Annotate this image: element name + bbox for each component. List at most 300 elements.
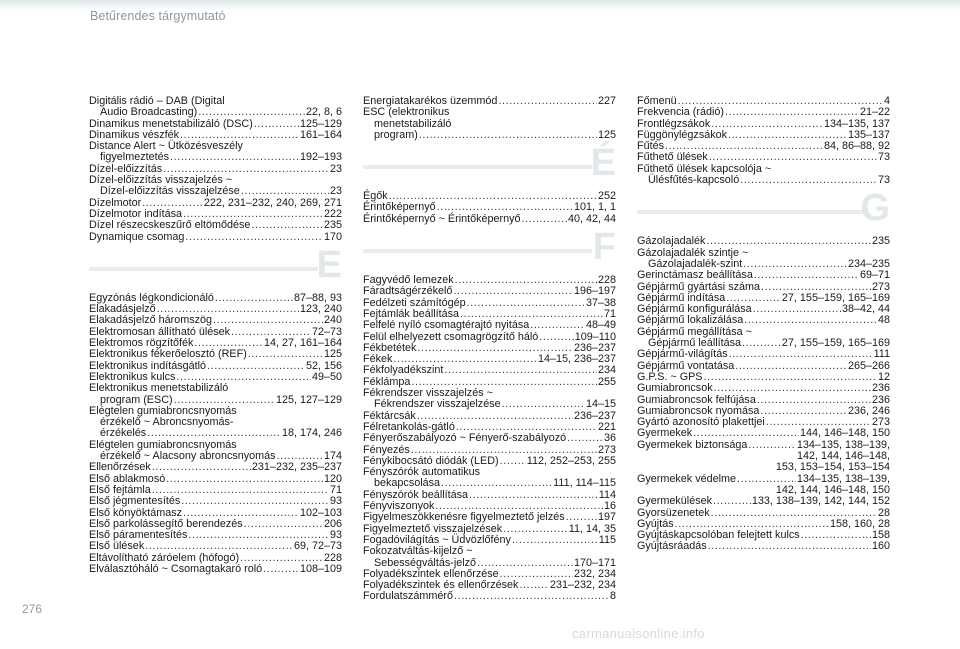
dot-leader [503,524,568,535]
entry-term: Elakadásjelző [89,303,156,316]
entry-pages: 240 [323,314,342,327]
dot-leader [263,564,299,575]
entry-term: Függönylégzsákok [637,128,728,141]
entry-pages: 192–193 [299,151,342,164]
watermark: carmanualsonline.info [572,626,705,641]
separator-bar [363,249,592,253]
entry-term: Gyorsüzenetek [637,506,710,519]
entry-term: Gépjármű vontatása [637,359,735,372]
index-entry [637,383,890,394]
entry-term: Fejtámlák beállítása [363,307,460,320]
dot-leader [742,338,781,349]
section-letter: E [316,243,342,286]
dot-leader [801,530,871,541]
entry-pages: 38–42, 44 [841,303,890,316]
index-entry [89,141,342,164]
entry-term: Gumiabroncsok [637,382,713,395]
entry-pages: 273 [871,280,890,293]
entry-term: Felül elhelyezett csomagrögzítő háló [363,330,539,343]
entry-pages: 93 [329,495,342,508]
index-entry [637,440,890,474]
index-entry [89,406,342,440]
dot-leader [215,293,293,304]
entry-pages: 222 [323,207,342,220]
entry-term: Ellenőrzések [89,461,151,474]
dot-leader [539,332,574,343]
entry-pages: 37–38 [585,296,616,309]
letter-separator [89,243,342,287]
entry-term: Gyermekek biztonsága [637,438,748,451]
entry-term: Elektronikus kulcs [89,370,176,383]
dot-leader [502,399,585,410]
entry-pages: 125 [323,348,342,361]
entry-term: Fénykibocsátó diódák (LED) [363,454,499,467]
index-entry [637,107,890,118]
entry-pages: 234 [597,364,616,377]
entry-term: Elektromos rögzítőfék [89,337,194,350]
entry-term: Fényszórók beállítása [363,488,469,501]
entry-term: Félretankolás-gátló [363,420,455,433]
entry-term: Fáradtságérzékelő [363,285,453,298]
dot-leader [522,214,567,225]
index-column-2 [363,96,616,603]
dot-leader [453,286,573,297]
separator-bar [637,210,866,214]
entry-term-line: Fékrendszer visszajelzés ~ [363,387,493,400]
entry-pages: 161–164 [299,128,342,141]
page-number: 276 [22,602,43,616]
entry-pages: 8 [609,590,616,603]
entry-term: Dinamikus menetstabilizáló (DSC) [89,117,253,130]
entry-term: Gépjármű lokalizálása [637,314,744,327]
dot-leader [743,259,847,270]
entry-pages: 123, 240 [299,303,342,316]
dot-leader [740,175,877,186]
entry-term: Felfelé nyíló csomagtérajtó nyitása [363,319,530,332]
entry-term: Gázolajadalék [637,235,706,248]
entry-term: Gumiabroncsok felfújása [637,393,756,406]
entry-pages: 87–88, 93 [293,291,342,304]
entry-term: Sebességváltás-jelző [374,556,477,569]
entry-pages: 14–15, 236–237 [537,353,616,366]
entry-pages: 228 [597,274,616,287]
entry-term: Fényezés [363,443,410,456]
entry-term: Fagyvédő lemezek [363,274,454,287]
entry-pages: 234–235 [847,257,890,270]
entry-pages: 236–237 [573,409,616,422]
dot-leader [753,304,841,315]
entry-pages: 102–103 [299,506,342,519]
dot-leader [498,96,597,107]
entry-term: Első ablakmosó [89,472,166,485]
entry-term: Gépjármű konfigurálása [637,303,752,316]
dot-leader [714,383,871,394]
index-entry [89,220,342,231]
entry-pages: 73 [877,174,890,187]
entry-pages: 69, 72–73 [293,540,342,553]
entry-term: Energiatakarékos üzemmód [363,95,498,107]
entry-pages: 23 [329,162,342,175]
entry-pages: 114 [598,488,616,501]
dot-leader [706,236,871,247]
dot-leader [454,591,609,602]
dot-leader [729,349,873,360]
entry-pages: 111 [873,348,890,361]
index-column-3 [637,96,890,553]
entry-pages: 16 [603,500,616,513]
entry-term: Elektronikus indításgátló [89,359,207,372]
entry-pages: 71 [603,307,616,320]
entry-term: érzékelés [100,427,147,440]
index-entry [637,349,890,360]
entry-term: Gyermekek [637,427,693,440]
entry-pages-continued: 142, 144, 146–148, 150 [775,483,890,496]
entry-pages: 4 [883,95,890,107]
entry-term: Égők [363,190,388,203]
index-entry [89,96,342,119]
entry-term-line: érzékelő ~ Abroncsnyomás- [100,416,234,429]
entry-pages: 93 [329,529,342,542]
entry-pages: 28 [877,506,890,519]
entry-pages: 49–50 [311,370,342,383]
entry-pages: 231–232, 235–237 [251,461,342,474]
entry-pages: 101, 1, 1 [573,201,616,214]
entry-term: Fűtés [637,140,665,153]
entry-term: Gyújtás [637,517,674,530]
entry-term: Gépjármű gyártási száma [637,280,761,293]
index-entry [363,107,616,141]
letter-separator [363,226,616,269]
entry-term: Frontlégzsákok [637,117,711,130]
index-entry [637,327,890,350]
entry-term: Gázolajadalék-szint [648,257,743,270]
entry-term: Gyermekek védelme [637,472,737,485]
entry-pages: 23 [329,185,342,198]
entry-pages: 111, 114–115 [553,477,616,490]
entry-term: program) [374,128,418,141]
entry-term: Fékek [363,353,393,366]
dot-leader [181,496,329,507]
entry-term: Dinamikus vészfék [89,128,180,141]
index-entry [363,591,616,602]
dot-leader [760,406,847,417]
entry-pages: 108–109 [299,562,342,575]
entry-term: Elakadásjelző háromszög [89,314,213,327]
entry-pages: 231–232, 234 [549,579,616,592]
entry-term: Dízel-előizzítás [89,162,163,175]
entry-pages: 134–135, 138–139, [796,472,890,485]
entry-term: Eltávolítható záróelem (hófogó) [89,551,240,564]
entry-term: Fékrendszer visszajelzése [374,398,501,411]
entry-term: Folyadékszintek és ellenőrzések [363,579,519,592]
dot-leader [254,119,299,130]
entry-pages-continued: 153, 153–154, 153–154 [775,461,890,474]
entry-pages: 27, 155–159, 165–169 [781,291,890,304]
entry-pages: 160 [871,540,890,553]
index-entry [89,541,342,552]
entry-term-line: ESC (elektronikus [363,106,450,119]
dot-leader [711,119,823,130]
entry-term: Első páramentesítés [89,529,188,542]
index-entry [89,462,342,473]
entry-pages: 134–135, 137 [823,117,890,130]
entry-term: Főmenü [637,95,677,107]
entry-pages: 72–73 [311,325,342,338]
entry-pages: 158, 160, 28 [829,517,890,530]
index-entry [637,541,890,552]
separator-bar [363,165,592,169]
entry-term: Gyártó azonosító plakettjei [637,416,765,429]
entry-term: Gépjármű-világítás [637,348,728,361]
entry-pages: 144, 146–148, 150 [799,427,890,440]
entry-term-line: Elektronikus menetstabilizáló [89,382,229,395]
entry-term: Figyelmeztető visszajelzések [363,522,503,535]
entry-pages: 227 [597,95,616,107]
entry-pages: 255 [597,375,616,388]
entry-term: Fényviszonyok [363,500,435,513]
index-entry [89,175,342,198]
entry-pages: 265–266 [847,359,890,372]
entry-pages: 133, 138–139, 142, 144, 152 [751,495,890,508]
entry-term: Gerinctámasz beállítása [637,269,753,282]
entry-term: Fényerőszabályozó ~ Fényerő-szabályozó [363,432,567,445]
entry-pages: 197 [597,511,616,524]
entry-pages-continued: 142, 144, 146–148, [796,450,890,463]
entry-term-line: Fényszórók automatikus [363,466,481,479]
dot-leader [241,186,329,197]
entry-pages: 134–135, 138–139, [796,438,890,451]
entry-pages: 196–197 [573,285,616,298]
entry-term: Fékfolyadékszint [363,364,444,377]
entry-term: bekapcsolása [374,477,441,490]
entry-pages: 236, 246 [847,404,890,417]
entry-term: Elválasztóháló ~ Csomagtakaró roló [89,562,263,575]
entry-term: Gépjármű indítása [637,291,726,304]
entry-term: Fordulatszámmérő [363,590,454,603]
entry-pages: 235 [323,219,342,232]
entry-term: Dynamique csomag [89,230,185,243]
entry-pages: 14, 27, 161–164 [263,337,342,350]
entry-pages: 73 [877,151,890,164]
separator-bar [89,267,318,271]
index-entry [89,564,342,575]
entry-term-line: Dízel-előizzítás visszajelzés ~ [89,174,233,187]
entry-term: Gumiabroncsok nyomása [637,404,760,417]
index-column-1 [89,96,342,575]
entry-term-line: Distance Alert ~ Ütközésveszély [89,140,243,153]
entry-term-line: Fokozatváltás-kijelző ~ [363,545,473,558]
dot-leader [152,462,251,473]
dot-leader [519,580,549,591]
entry-pages: 109–110 [574,330,616,343]
entry-pages: 228 [323,551,342,564]
entry-pages: 235 [871,235,890,248]
dot-leader [207,361,305,372]
entry-term: Első fejtámla [89,483,151,496]
dot-leader [248,349,323,360]
dot-leader [251,220,323,231]
entry-term: Gyújtásráadás [637,540,707,553]
entry-pages: 125 [597,128,616,141]
entry-pages: 69–71 [859,269,890,282]
entry-term: Fogadóvilágítás ~ Üdvözlőfény [363,533,511,546]
entry-pages: 71 [329,483,342,496]
entry-term: Első parkolássegítő berendezés [89,517,243,530]
entry-term: Frekvencia (rádió) [637,106,725,119]
entry-term: program (ESC) [100,393,173,406]
dot-leader [735,361,847,372]
entry-term: Figyelmeszökkenésre figyelmeztető jelzés [363,511,565,524]
dot-leader [754,270,859,281]
index-entry [89,232,342,243]
dot-leader [469,490,598,501]
entry-term: Első jégmentesítés [89,495,181,508]
entry-pages: 21–22 [859,106,890,119]
entry-term: figyelmeztetés [100,151,170,164]
dot-leader [704,372,877,383]
entry-term-line: Fűthető ülések kapcsolója ~ [637,162,772,175]
entry-term: Féklámpa [363,375,411,388]
entry-term: Féktárcsák [363,409,416,422]
letter-separator [363,142,616,185]
entry-term: Fedélzeti számítógép [363,296,466,309]
entry-pages: 52, 156 [305,359,342,372]
index-entry [637,496,890,507]
entry-term: érzékelő ~ Alacsony abroncsnyomás [100,450,276,463]
entry-pages: 236–237 [573,341,616,354]
index-entry [89,349,342,360]
entry-pages: 170 [323,230,342,243]
index-entry [89,440,342,463]
entry-pages: 222, 231–232, 240, 269, 271 [203,196,342,209]
dot-leader [467,298,585,309]
entry-pages: 170–171 [573,556,616,569]
entry-pages: 12 [877,370,890,383]
dot-leader [244,519,323,530]
entry-pages: 206 [323,517,342,530]
index-entry [637,474,890,497]
index-entry [363,433,616,444]
entry-term: Első könyöktámasz [89,506,183,519]
dot-leader [166,474,323,485]
entry-term: Audio Broadcasting) [100,106,198,119]
entry-term: Folyadékszintek ellenőrzése [363,567,499,580]
index-entry [637,236,890,247]
entry-pages: 125–129 [299,117,342,130]
index-entry [89,496,342,507]
index-entry [363,546,616,569]
entry-pages: 14–15 [585,398,616,411]
index-entry [363,512,616,523]
dot-leader [566,512,597,523]
entry-pages: 236 [871,393,890,406]
dot-leader [708,541,871,552]
entry-term: Gépjármű leállítása [648,337,742,350]
entry-pages: 273 [597,443,616,456]
entry-term: Érintőképernyő ~ Érintőképernyő [363,212,521,225]
entry-term: Gyermekülések [637,495,713,508]
dot-leader [185,232,323,243]
index-entry [637,164,890,187]
section-letter: É [590,142,616,185]
entry-term-line: Digitális rádió – DAB (Digital [89,95,225,107]
letter-separator [637,187,890,230]
entry-term: Dízelmotor indítása [89,207,183,220]
entry-pages: 84, 86–88, 92 [823,140,890,153]
index-entry [89,383,342,406]
entry-pages: 221 [597,420,616,433]
index-entry [637,248,890,271]
entry-term: Fékbetétek [363,341,417,354]
entry-pages: 158 [871,529,890,542]
entry-term: Gyújtáskapcsolóban felejtett kulcs [637,529,800,542]
dot-leader [444,365,597,376]
dot-leader [198,107,305,118]
entry-term: Dízelmotor [89,196,142,209]
entry-pages: 112, 252–253, 255 [526,454,616,467]
entry-term: Dízel részecskeszűrő eltömődése [89,219,251,232]
entry-term: Egyzónás légkondicionáló [89,291,214,304]
index-entry [363,467,616,490]
entry-pages: 273 [871,416,890,429]
entry-pages: 11, 14, 35 [568,522,616,535]
entry-pages: 22, 8, 6 [305,106,342,119]
entry-pages: 48–49 [585,319,616,332]
dot-leader [530,320,585,331]
dot-leader [744,315,877,326]
dot-leader [512,535,598,546]
entry-term: Ülésfűtés-kapcsoló [648,174,740,187]
entry-term-line: Gépjármű megállítása ~ [637,325,752,338]
entry-pages: 232, 234 [573,567,616,580]
index-entry [363,286,616,297]
section-letter: F [592,226,616,269]
entry-term: Elektromosan állítható ülések [89,325,231,338]
dot-leader [567,433,603,444]
entry-term: Fűthető ülések [637,151,708,164]
entry-term: Érintőképernyő [363,201,436,214]
index-entry [637,270,890,281]
entry-pages: 115 [598,533,616,546]
entry-term-line: menetstabilizáló [374,117,452,130]
dot-leader [713,496,751,507]
entry-pages: 125, 127–129 [275,393,342,406]
entry-term: Elektronikus fékerőelosztó (REF) [89,348,247,361]
section-letter: G [860,187,890,230]
index-entry [363,388,616,411]
entry-term: Első ülések [89,540,145,553]
entry-pages: 36 [603,432,616,445]
entry-term-line: Elégtelen gumiabroncsnyomás [89,438,237,451]
entry-term: Dízel-előizzítás visszajelzése [100,185,240,198]
dot-leader [419,130,597,141]
entry-pages: 135–137 [847,128,890,141]
dot-leader [748,440,796,451]
entry-pages: 27, 155–159, 165–169 [781,337,890,350]
entry-pages: 48 [877,314,890,327]
entry-pages: 40, 42, 44 [567,212,616,225]
entry-pages: 174 [323,450,342,463]
entry-pages: 120 [323,472,342,485]
index-entry [363,214,616,225]
dot-leader [170,152,299,163]
entry-pages: 236 [871,382,890,395]
dot-leader [500,456,526,467]
dot-leader [725,107,859,118]
entry-term-line: Gázolajadalék szintje ~ [637,246,749,259]
entry-pages: 252 [597,190,616,203]
page-title: Betűrendes tárgymutató [90,9,226,23]
